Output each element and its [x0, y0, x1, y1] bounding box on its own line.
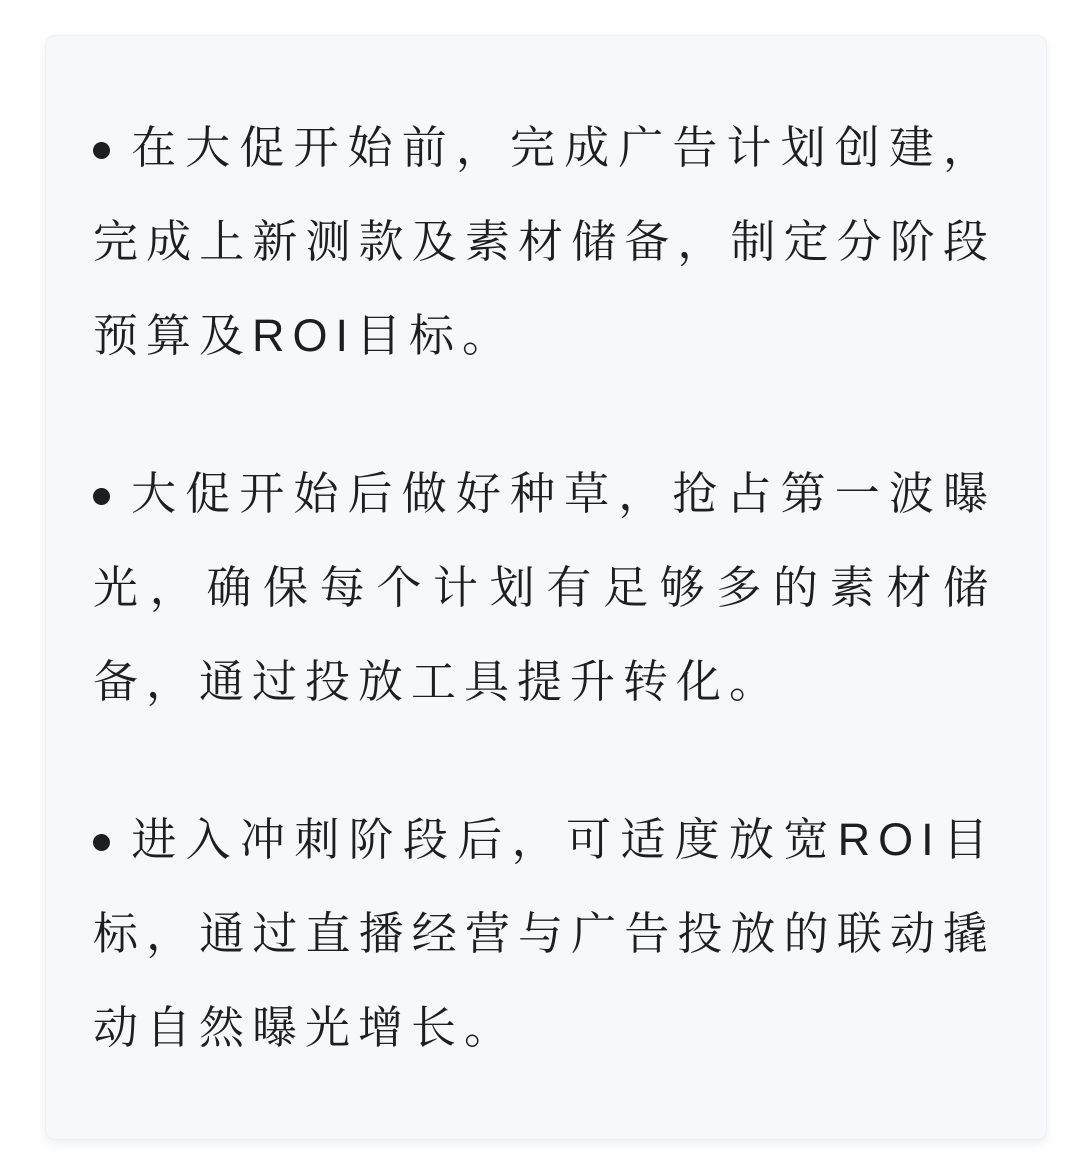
- bullet-text-3: 进入冲刺阶段后，可适度放宽ROI目标，通过直播经营与广告投放的联动撬动自然曝光增长。: [93, 814, 996, 1053]
- bullet-icon: [93, 142, 110, 159]
- bullet-text-2: 大促开始后做好种草，抢占第一波曝光，确保每个计划有足够多的素材储备，通过投放工具提升转化。: [93, 468, 996, 707]
- bullet-point-3: [93, 793, 996, 1075]
- bullet-point-2: [93, 447, 996, 729]
- bullet-icon: [93, 834, 110, 851]
- note-card: [45, 35, 1047, 1140]
- bullet-icon: [93, 488, 110, 505]
- bullet-point-1: [93, 101, 996, 383]
- bullet-text-1: 在大促开始前，完成广告计划创建，完成上新测款及素材储备，制定分阶段预算及ROI目标。: [93, 122, 996, 361]
